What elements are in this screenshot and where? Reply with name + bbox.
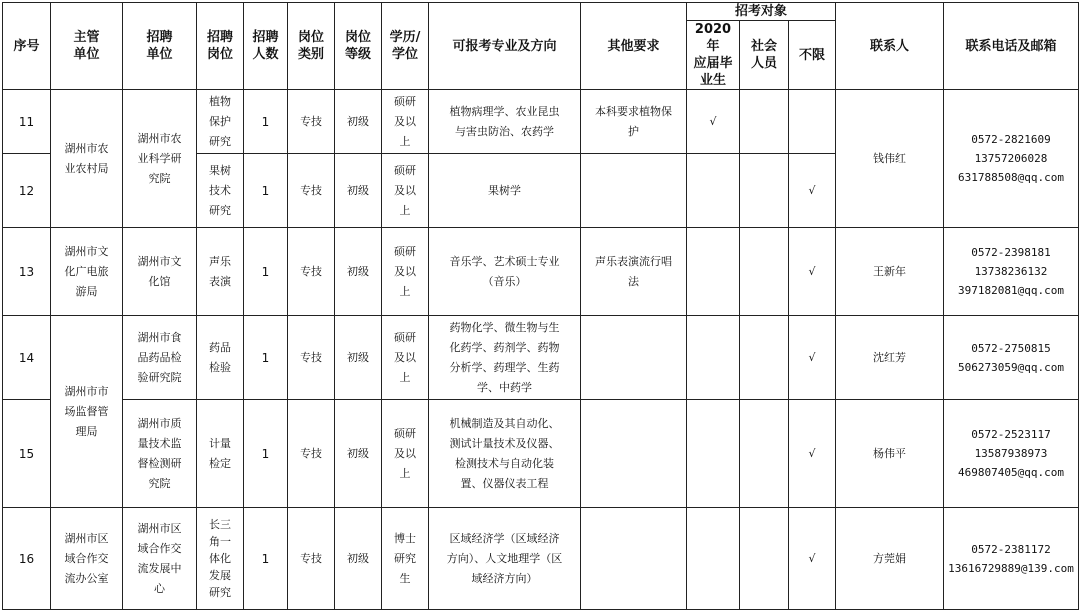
contact-person: 王新年 (836, 228, 944, 316)
contact-phone-email: 0572-2523117 13587938973 469807405@qq.com (944, 400, 1079, 508)
edu-cell: 硕研 及以 上 (382, 154, 429, 228)
seq-cell: 14 (3, 316, 51, 400)
count-cell: 1 (244, 508, 288, 610)
table-row (3, 90, 1079, 154)
any-check: √ (789, 228, 836, 316)
any-check: √ (789, 316, 836, 400)
contact-phone-email: 0572-2398181 13738236132 397182081@qq.com (944, 228, 1079, 316)
header-target-grad: 2020年 应届毕 业生 (687, 21, 740, 90)
edu-cell: 硕研 及以 上 (382, 90, 429, 154)
ptype-cell: 专技 (288, 316, 335, 400)
table-row (3, 400, 1079, 508)
other-cell (581, 400, 687, 508)
major-cell: 机械制造及其自动化、 测试计量技术及仪器、 检测技术与自动化装 置、仪器仪表工程 (429, 400, 581, 508)
table-row (3, 228, 1079, 316)
grad-check: √ (687, 90, 740, 154)
header-seq: 序号 (3, 3, 51, 90)
header-ptype: 岗位 类别 (288, 3, 335, 90)
header-post: 招聘 岗位 (197, 3, 244, 90)
header-major: 可报考专业及方向 (429, 3, 581, 90)
count-cell: 1 (244, 154, 288, 228)
post-cell: 长三 角一 体化 发展 研究 (197, 508, 244, 610)
ptype-cell: 专技 (288, 400, 335, 508)
ptype-cell: 专技 (288, 508, 335, 610)
level-cell: 初级 (335, 508, 382, 610)
count-cell: 1 (244, 316, 288, 400)
header-dept: 主管 单位 (51, 3, 123, 90)
header-edu: 学历/ 学位 (382, 3, 429, 90)
grad-check (687, 508, 740, 610)
unit-cell: 湖州市质 量技术监 督检测研 究院 (123, 400, 197, 508)
post-cell: 药品 检验 (197, 316, 244, 400)
contact-person: 钱伟红 (836, 90, 944, 228)
header-count: 招聘 人数 (244, 3, 288, 90)
contact-person: 杨伟平 (836, 400, 944, 508)
unit-cell: 湖州市农 业科学研 究院 (123, 90, 197, 228)
grad-check (687, 316, 740, 400)
ptype-cell: 专技 (288, 90, 335, 154)
level-cell: 初级 (335, 400, 382, 508)
edu-cell: 博士 研究 生 (382, 508, 429, 610)
count-cell: 1 (244, 90, 288, 154)
any-check: √ (789, 508, 836, 610)
level-cell: 初级 (335, 228, 382, 316)
grad-check (687, 154, 740, 228)
seq-cell: 12 (3, 154, 51, 228)
contact-phone-email: 0572-2821609 13757206028 631788508@qq.com (944, 90, 1079, 228)
header-level: 岗位 等级 (335, 3, 382, 90)
dept-cell: 湖州市市 场监督管 理局 (51, 316, 123, 508)
recruitment-table (2, 2, 1079, 610)
major-cell: 区域经济学（区域经济 方向）、人文地理学（区 域经济方向） (429, 508, 581, 610)
table-row (3, 316, 1079, 400)
header-contact: 联系人 (836, 3, 944, 90)
post-cell: 果树 技术 研究 (197, 154, 244, 228)
contact-phone-email: 0572-2381172 13616729889@139.com (944, 508, 1079, 610)
other-cell: 本科要求植物保 护 (581, 90, 687, 154)
header-unit: 招聘 单位 (123, 3, 197, 90)
seq-cell: 13 (3, 228, 51, 316)
grad-check (687, 400, 740, 508)
edu-cell: 硕研 及以 上 (382, 228, 429, 316)
level-cell: 初级 (335, 316, 382, 400)
count-cell: 1 (244, 228, 288, 316)
header-other: 其他要求 (581, 3, 687, 90)
social-check (740, 90, 789, 154)
dept-cell: 湖州市文 化广电旅 游局 (51, 228, 123, 316)
table-row (3, 508, 1079, 610)
other-cell (581, 316, 687, 400)
header-target: 招考对象 (687, 3, 836, 21)
other-cell (581, 508, 687, 610)
grad-check (687, 228, 740, 316)
unit-cell: 湖州市食 品药品检 验研究院 (123, 316, 197, 400)
table-body (3, 90, 1079, 610)
social-check (740, 316, 789, 400)
major-cell: 果树学 (429, 154, 581, 228)
other-cell (581, 154, 687, 228)
social-check (740, 228, 789, 316)
contact-phone-email: 0572-2750815 506273059@qq.com (944, 316, 1079, 400)
ptype-cell: 专技 (288, 154, 335, 228)
ptype-cell: 专技 (288, 228, 335, 316)
major-cell: 植物病理学、农业昆虫 与害虫防治、农药学 (429, 90, 581, 154)
dept-cell: 湖州市农 业农村局 (51, 90, 123, 228)
major-cell: 药物化学、微生物与生 化药学、药剂学、药物 分析学、药理学、生药 学、中药学 (429, 316, 581, 400)
header-phone: 联系电话及邮箱 (944, 3, 1079, 90)
seq-cell: 11 (3, 90, 51, 154)
post-cell: 植物 保护 研究 (197, 90, 244, 154)
dept-cell: 湖州市区 域合作交 流办公室 (51, 508, 123, 610)
seq-cell: 16 (3, 508, 51, 610)
edu-cell: 硕研 及以 上 (382, 400, 429, 508)
post-cell: 声乐 表演 (197, 228, 244, 316)
table-header (3, 3, 1079, 90)
header-target-any: 不限 (789, 21, 836, 90)
any-check (789, 90, 836, 154)
major-cell: 音乐学、艺术硕士专业 （音乐） (429, 228, 581, 316)
social-check (740, 400, 789, 508)
social-check (740, 154, 789, 228)
level-cell: 初级 (335, 90, 382, 154)
seq-cell: 15 (3, 400, 51, 508)
edu-cell: 硕研 及以 上 (382, 316, 429, 400)
any-check: √ (789, 154, 836, 228)
other-cell: 声乐表演流行唱 法 (581, 228, 687, 316)
unit-cell: 湖州市文 化馆 (123, 228, 197, 316)
unit-cell: 湖州市区 域合作交 流发展中 心 (123, 508, 197, 610)
any-check: √ (789, 400, 836, 508)
post-cell: 计量 检定 (197, 400, 244, 508)
social-check (740, 508, 789, 610)
contact-person: 方莞娟 (836, 508, 944, 610)
header-target-social: 社会 人员 (740, 21, 789, 90)
level-cell: 初级 (335, 154, 382, 228)
contact-person: 沈红芳 (836, 316, 944, 400)
count-cell: 1 (244, 400, 288, 508)
